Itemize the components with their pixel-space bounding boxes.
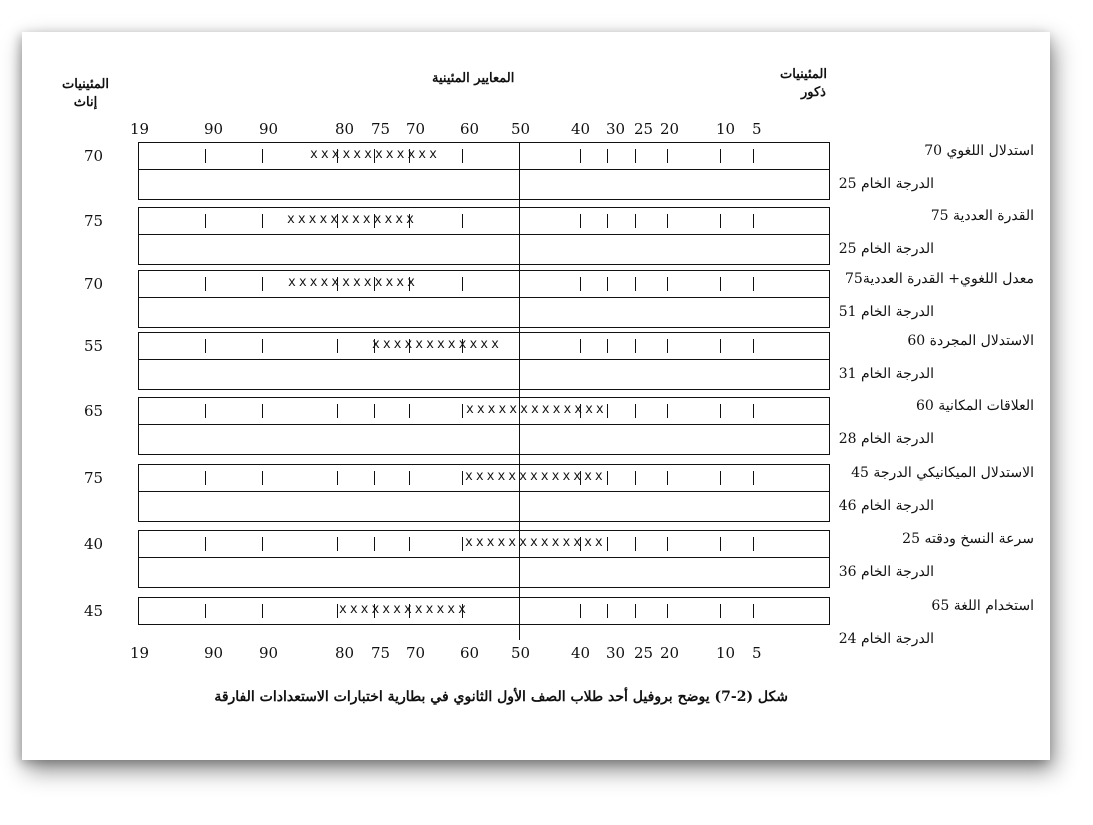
percentile-tick [753,277,754,291]
percentile-tick [753,604,754,618]
percentile-tick [635,214,636,228]
percentile-tick [607,214,608,228]
percentile-tick [374,471,375,485]
male-percentiles-header: المئينيات ذكور [780,67,827,100]
raw-score-label: الدرجة الخام 25 [838,176,934,192]
percentile-tick [374,537,375,551]
female-percentiles-header: المئينيات إناث [62,77,109,110]
female-percentile: 45 [84,602,104,620]
scale-bottom-label: 40 [571,644,591,662]
percentile-tick [262,149,263,163]
scale-bottom-label: 30 [606,644,626,662]
raw-score-label: الدرجة الخام 51 [838,304,934,320]
percentile-norms-header: المعايير المئينية [432,71,515,86]
female-percentile: 65 [84,402,104,420]
scale-top-label: 75 [371,120,391,138]
raw-score-band [138,170,830,200]
raw-score-band [138,425,830,455]
scale-bottom-label: 90 [204,644,224,662]
percentile-tick [720,537,721,551]
percentile-tick [337,471,338,485]
figure-caption: شكل (2-7) يوضح بروفيل أحد طلاب الصف الأول الثانوي في بطارية اختبارات الاستعدادات الفارقة [214,689,788,705]
percentile-tick [262,277,263,291]
score-x-marks: xxxxxxxxxxxx [288,275,418,290]
percentile-tick [462,537,463,551]
percentile-tick [607,604,608,618]
raw-score-band [138,492,830,522]
percentile-tick [409,404,410,418]
female-percentile: 75 [84,212,104,230]
percentile-tick [262,604,263,618]
test-name-label: استخدام اللغة 65 [931,598,1034,614]
percentile-tick [519,214,520,228]
scale-bottom-label: 90 [259,644,279,662]
scale-top-label: 20 [660,120,680,138]
test-name-label: القدرة العددية 75 [930,208,1034,224]
test-name-label: معدل اللغوي+ القدرة العددية75 [845,271,1034,287]
scale-top-label: 90 [259,120,279,138]
percentile-tick [607,339,608,353]
percentile-tick [580,214,581,228]
percentile-tick [337,339,338,353]
raw-score-band [138,360,830,390]
percentile-tick [262,339,263,353]
percentile-tick [580,149,581,163]
percentile-tick [205,471,206,485]
scale-top-label: 50 [511,120,531,138]
percentile-tick [753,149,754,163]
raw-score-label: الدرجة الخام 25 [838,241,934,257]
document-page [22,32,1050,760]
scale-bottom-label: 20 [660,644,680,662]
scale-top-label: 60 [460,120,480,138]
raw-score-band [138,558,830,588]
raw-score-label: الدرجة الخام 24 [838,631,934,647]
score-x-marks: xxxxxxxxxxxx [310,147,440,162]
percentile-tick [667,277,668,291]
percentile-tick [262,404,263,418]
scale-bottom-label: 25 [634,644,654,662]
percentile-tick [753,471,754,485]
scale-top-label: 10 [716,120,736,138]
percentile-tick [720,149,721,163]
score-x-marks: xxxxxxxxxxxx [372,337,502,352]
percentile-tick [409,537,410,551]
scale-top-label: 40 [571,120,591,138]
percentile-tick [667,604,668,618]
percentile-tick [205,277,206,291]
percentile-tick [519,277,520,291]
female-percentile: 55 [84,337,104,355]
percentile-tick [720,214,721,228]
percentile-tick [580,339,581,353]
percentile-tick [753,214,754,228]
percentile-tick [262,537,263,551]
percentile-tick [409,471,410,485]
percentile-tick [205,149,206,163]
test-name-label: استدلال اللغوي 70 [924,143,1034,159]
score-x-marks: xxxxxxxxxxxxx [465,469,606,484]
raw-score-label: الدرجة الخام 36 [838,564,934,580]
scale-top-label: 19 [130,120,150,138]
percentile-tick [753,537,754,551]
test-name-label: سرعة النسخ ودقته 25 [902,531,1034,547]
scale-top-label: 25 [634,120,654,138]
score-x-marks: xxxxxxxxxxxx [339,602,469,617]
percentile-tick [607,149,608,163]
percentile-tick [580,604,581,618]
score-x-marks: xxxxxxxxxxxx [287,212,417,227]
percentile-tick [607,277,608,291]
scale-bottom-label: 80 [335,644,355,662]
raw-score-label: الدرجة الخام 46 [838,498,934,514]
score-x-marks: xxxxxxxxxxxxx [466,402,607,417]
percentile-tick [374,404,375,418]
score-x-marks: xxxxxxxxxxxxx [465,535,606,550]
percentile-tick [720,471,721,485]
scale-bottom-label: 10 [716,644,736,662]
percentile-tick [667,214,668,228]
test-name-label: الاستدلال المجردة 60 [907,333,1034,349]
female-percentile: 40 [84,535,104,553]
scale-top-label: 80 [335,120,355,138]
percentile-tick [635,339,636,353]
female-percentile: 70 [84,147,104,165]
percentile-tick [720,277,721,291]
scale-top-label: 30 [606,120,626,138]
percentile-tick [720,404,721,418]
scale-top-label: 5 [752,120,762,138]
percentile-tick [262,471,263,485]
percentile-tick [753,339,754,353]
percentile-tick [720,339,721,353]
percentile-tick [635,149,636,163]
raw-score-band [138,235,830,265]
scale-bottom-label: 50 [511,644,531,662]
percentile-tick [753,404,754,418]
scale-bottom-label: 19 [130,644,150,662]
percentile-tick [720,604,721,618]
percentile-tick [205,537,206,551]
percentile-tick [462,404,463,418]
scale-bottom-label: 60 [460,644,480,662]
percentile-tick [337,404,338,418]
percentile-tick [635,604,636,618]
scale-bottom-label: 70 [406,644,426,662]
percentile-tick [205,604,206,618]
percentile-tick [580,277,581,291]
raw-score-label: الدرجة الخام 31 [838,366,934,382]
female-percentile: 70 [84,275,104,293]
raw-score-band [138,298,830,328]
percentile-tick [462,471,463,485]
female-percentile: 75 [84,469,104,487]
raw-score-label: الدرجة الخام 28 [838,431,934,447]
test-name-label: العلاقات المكانية 60 [915,398,1034,414]
percentile-tick [667,149,668,163]
percentile-tick [667,339,668,353]
scale-bottom-label: 5 [752,644,762,662]
percentile-tick [635,277,636,291]
percentile-tick [205,214,206,228]
scale-bottom-label: 75 [371,644,391,662]
percentile-tick [337,537,338,551]
percentile-tick [205,404,206,418]
percentile-tick [262,214,263,228]
scale-top-label: 70 [406,120,426,138]
scale-top-label: 90 [204,120,224,138]
test-name-label: الاستدلال الميكانيكي الدرجة 45 [851,465,1034,481]
percentile-tick [519,149,520,163]
percentile-tick [205,339,206,353]
percentile-tick [337,604,338,618]
